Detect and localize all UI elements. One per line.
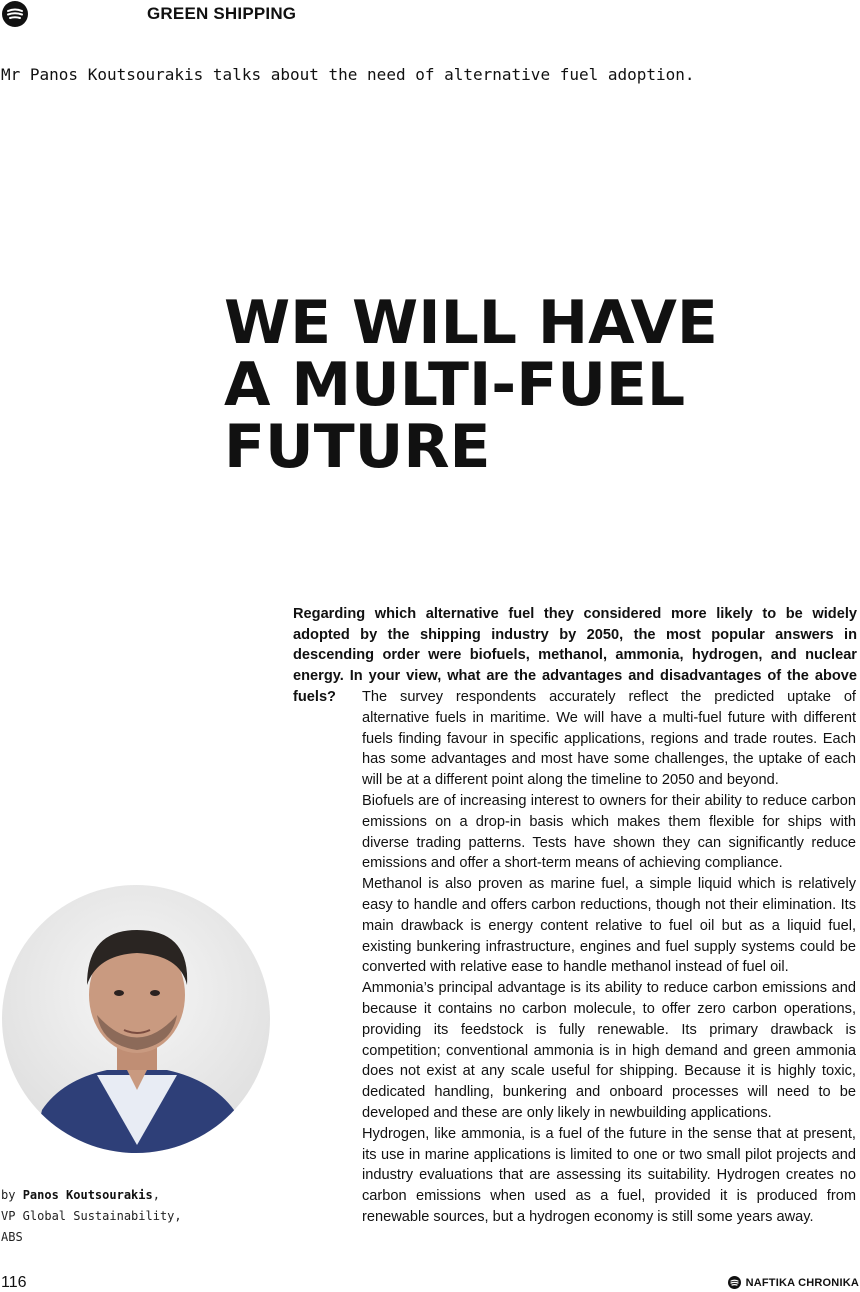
headline-line: WE WILL HAVE [224, 288, 718, 358]
article-headline [224, 288, 718, 482]
headline-line: FUTURE [224, 412, 491, 482]
interview-question: Regarding which alternative fuel they considered more likely to be widely adopted by the shipping industry by 2050, the most popular answers in descending order were biofuels, methanol, ammonia, hydrogen, and nuclear energy. In your view, what are the advantages and disadvantages of the above fuels? [293, 606, 857, 705]
body-paragraph: Hydrogen, like ammonia, is a fuel of the future in the sense that at present, its use in marine applications is limited to one or two small pilot projects and industry evaluations that are assessing its suitability. Hydrogen creates no carbon emissions when used as a fuel, provided it is produced from renewable sources, but a hydrogen economy is still some years away. [362, 1125, 856, 1225]
byline-name-line [1, 1185, 182, 1206]
author-name: Panos Koutsourakis [22, 1188, 153, 1202]
body-paragraph: Biofuels are of increasing interest to owners for their ability to reduce carbon emissions on a drop-in basis which makes them flexible for ships with diverse trading patterns. Tests have shown they can significantly reduce emissions and offer a short-term means of achieving compliance. [362, 792, 856, 872]
byline-prefix: by [1, 1188, 23, 1202]
body-paragraph: The survey respondents accurately reflect the predicted uptake of alternative fuels in maritime. We will have a multi-fuel future with different fuels finding favour in specific applications, regions and trade routes. Each has some advantages and most have some challenges, the uptake of each will be at a different point along the timeline to 2050 and beyond. [362, 689, 856, 789]
headline-line: A MULTI-FUEL [224, 350, 686, 420]
article-body [362, 687, 856, 1228]
page-number: 116 [1, 1274, 27, 1291]
publication-name: NAFTIKA CHRONIKA [745, 1276, 859, 1289]
publication-logo-icon [728, 1276, 741, 1289]
byline-comma: , [152, 1188, 160, 1202]
body-paragraph: Methanol is also proven as marine fuel, a simple liquid which is relatively easy to handle and offers carbon reductions, though not their elimination. Its main drawback is energy content relative to fuel oil but as a liquid fuel, existing bunkering infrastructure, engines and fuel supply systems could be converted with relative ease to handle methanol instead of fuel oil. [362, 876, 856, 976]
author-byline [1, 1185, 182, 1248]
author-portrait [2, 885, 270, 1153]
article-subtitle: Mr Panos Koutsourakis talks about the need of alternative fuel adoption. [1, 65, 695, 84]
publication-footer [728, 1276, 859, 1289]
section-label: GREEN SHIPPING [147, 4, 297, 23]
author-role: VP Global Sustainability, [1, 1209, 182, 1223]
publication-logo-icon [2, 1, 28, 27]
author-company: ABS [1, 1230, 23, 1244]
body-paragraph: Ammonia’s principal advantage is its ability to reduce carbon emissions and because it contains no carbon molecule, to offer zero carbon operations, providing its feedstock is fully renewable. Its primary drawback is competition; conventional ammonia is in high demand and green ammonia does not exist at any scale useful for shipping. Because it is highly toxic, dedicated handling, bunkering and onboard processes will need to be developed and these are only likely in newbuilding applications. [362, 980, 856, 1121]
